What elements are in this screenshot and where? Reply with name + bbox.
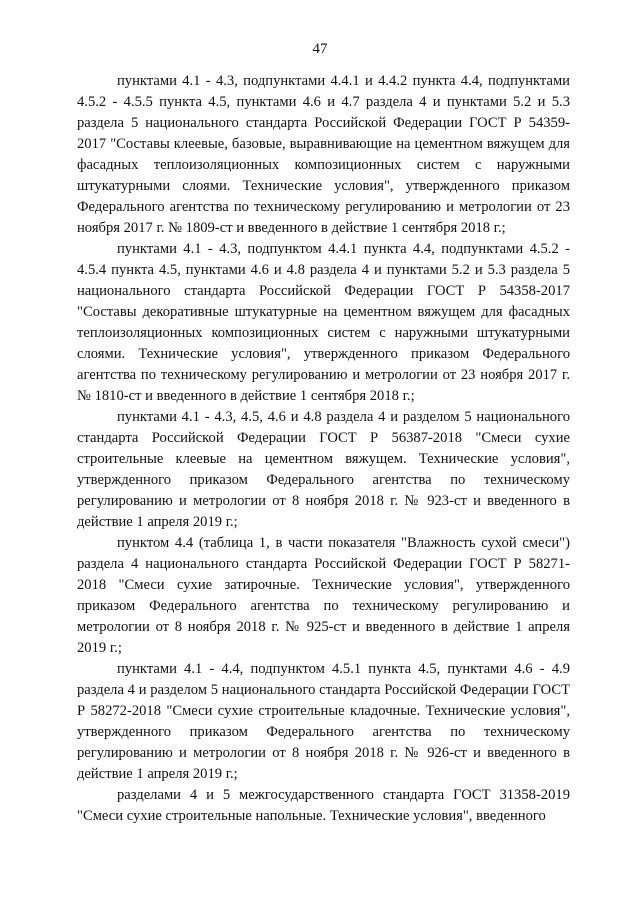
- document-body: [77, 71, 570, 827]
- paragraph-gost-58271: пунктом 4.4 (таблица 1, в части показателя "Влажность сухой смеси") раздела 4 национального стандарта Российской Федерации ГОСТ Р 58271-2018 "Смеси сухие затирочные. Технические условия", утвержденного приказом Федерального агентства по техническому регулированию и метрологии от 8 ноября 2018 г. № 925-ст и введенного в действие 1 апреля 2019 г.;: [77, 535, 570, 656]
- paragraph-gost-56387: пунктами 4.1 - 4.3, 4.5, 4.6 и 4.8 раздела 4 и разделом 5 национального стандарта Российской Федерации ГОСТ Р 56387-2018 "Смеси сухие строительные клеевые на цементном вяжущем. Технические условия", утвержденного приказом Федерального агентства по техническому регулированию и метрологии от 8 ноября 2018 г. № 923-ст и введенного в действие 1 апреля 2019 г.;: [77, 409, 570, 530]
- paragraph-gost-31358: разделами 4 и 5 межгосударственного стандарта ГОСТ 31358-2019 "Смеси сухие строительные напольные. Технические условия", введенного: [77, 787, 570, 824]
- paragraph-gost-58272: пунктами 4.1 - 4.4, подпунктом 4.5.1 пункта 4.5, пунктами 4.6 - 4.9 раздела 4 и разделом 5 национального стандарта Российской Федерации ГОСТ Р 58272-2018 "Смеси сухие строительные кладочные. Технические условия", утвержденного приказом Федерального агентства по техническому регулированию и метрологии от 8 ноября 2018 г. № 926-ст и введенного в действие 1 апреля 2019 г.;: [77, 661, 570, 782]
- paragraph-gost-54359: пунктами 4.1 - 4.3, подпунктами 4.4.1 и 4.4.2 пункта 4.4, подпунктами 4.5.2 - 4.5.5 пункта 4.5, пунктами 4.6 и 4.7 раздела 4 и пунктами 5.2 и 5.3 раздела 5 национального стандарта Российской Федерации ГОСТ Р 54359-2017 "Составы клеевые, базовые, выравнивающие на цементном вяжущем для фасадных теплоизоляционных композиционных систем с наружными штукатурными слоями. Технические условия", утвержденного приказом Федерального агентства по техническому регулированию и метрологии от 23 ноября 2017 г. № 1809-ст и введенного в действие 1 сентября 2018 г.;: [77, 73, 570, 236]
- paragraph-gost-54358: пунктами 4.1 - 4.3, подпунктом 4.4.1 пункта 4.4, подпунктами 4.5.2 - 4.5.4 пункта 4.5, пунктами 4.6 и 4.8 раздела 4 и пунктами 5.2 и 5.3 раздела 5 национального стандарта Российской Федерации ГОСТ Р 54358-2017 "Составы декоративные штукатурные на цементном вяжущем для фасадных теплоизоляционных композиционных систем с наружными штукатурными слоями. Технические условия", утвержденного приказом Федерального агентства по техническому регулированию и метрологии от 23 ноября 2017 г. № 1810-ст и введенного в действие 1 сентября 2018 г.;: [77, 241, 570, 404]
- page-number: 47: [312, 41, 328, 57]
